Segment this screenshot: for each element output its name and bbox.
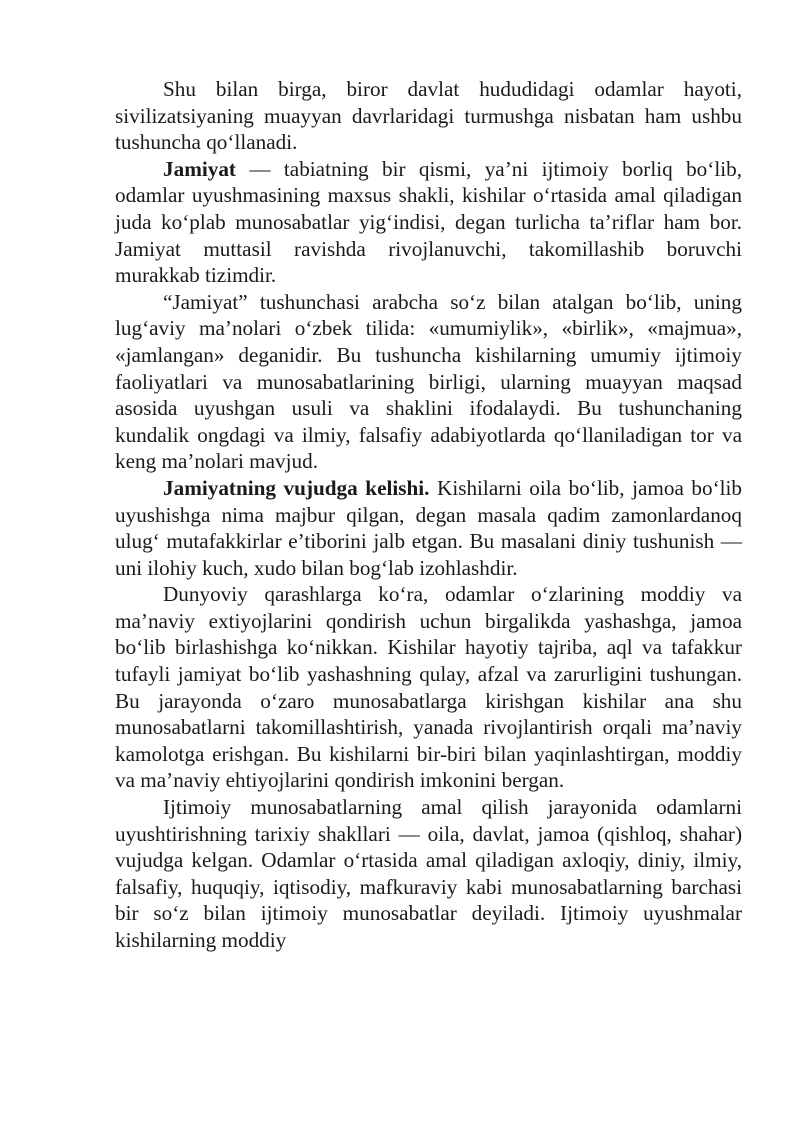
- paragraph-text: — tabiatning bir qismi, ya’ni ijtimoiy borliq bo‘lib, odamlar uyushmasining maxsus shakli, kishilar o‘rtasida amal qiladigan juda ko‘plab munosabatlar yig‘indisi, degan turlicha ta’riflar ham bor. Jamiyat muttasil ravishda rivojlanuvchi, takomillashib boruvchi murakkab tizimdir.: [115, 156, 742, 288]
- paragraph-society-origin: [115, 475, 742, 581]
- paragraph-secular-views: [115, 581, 742, 794]
- paragraph-text: Shu bilan birga, biror davlat hududidagi odamlar hayoti, sivilizatsiyaning muayyan davrlaridagi turmushga nisbatan ham ushbu tushuncha qo‘llanadi.: [115, 77, 742, 155]
- paragraph-term: Jamiyatning vujudga kelishi.: [163, 475, 430, 500]
- document-page: [115, 76, 742, 954]
- paragraph-term: Jamiyat: [163, 156, 236, 181]
- paragraph-text: Ijtimoiy munosabatlarning amal qilish jarayonida odamlarni uyushtirishning tarixiy shakllari — oila, davlat, jamoa (qishloq, shahar) vujudga kelgan. Odamlar o‘rtasida amal qiladigan axloqiy, diniy, ilmiy, falsafiy, huquqiy, iqtisodiy, mafkuraviy kabi munosabatlarning barchasi bir so‘z bilan ijtimoiy munosabatlar deyiladi. Ijtimoiy uyushmalar kishilarning moddiy: [115, 795, 742, 952]
- paragraph-jamiyat-etymology: [115, 289, 742, 475]
- paragraph-jamiyat-definition: [115, 156, 742, 289]
- paragraph-text: Kishilarni oila bo‘lib, jamoa bo‘lib uyushishga nima majbur qilgan, degan masala qadim zamonlardanoq ulug‘ mutafakkirlar e’tiborini jalb etgan. Bu masalani diniy tushunish — uni ilohiy kuch, xudo bilan bog‘lab izohlashdir.: [115, 475, 742, 580]
- paragraph-society-scope: [115, 76, 742, 156]
- paragraph-social-relations: [115, 794, 742, 954]
- paragraph-text: “Jamiyat” tushunchasi arabcha so‘z bilan atalgan bo‘lib, uning lug‘aviy ma’nolari o‘zbek tilida: «umumiylik», «birlik», «majmua», «jamlangan» deganidir. Bu tushuncha kishilarning umumiy ijtimoiy faoliyatlari va munosabatlarining birligi, ularning muayyan maqsad asosida uyushgan usuli va shaklini ifodalaydi. Bu tushunchaning kundalik ongdagi va ilmiy, falsafiy adabiyotlarda qo‘llaniladigan tor va keng ma’nolari mavjud.: [115, 289, 742, 474]
- paragraph-text: Dunyoviy qarashlarga ko‘ra, odamlar o‘zlarining moddiy va ma’naviy extiyojlarini qondirish uchun birgalikda yashashga, jamoa bo‘lib birlashishga ko‘nikkan. Kishilar hayotiy tajriba, aql va tafakkur tufayli jamiyat bo‘lib yashashning qulay, afzal va zarurligini tushungan. Bu jarayonda o‘zaro munosabatlarga kirishgan kishilar ana shu munosabatlarni takomillashtirish, yanada rivojlantirish orqali ma’naviy kamolotga erishgan. Bu kishilarni bir-biri bilan yaqinlashtirgan, moddiy va ma’naviy ehtiyojlarini qondirish imkonini bergan.: [115, 582, 742, 793]
